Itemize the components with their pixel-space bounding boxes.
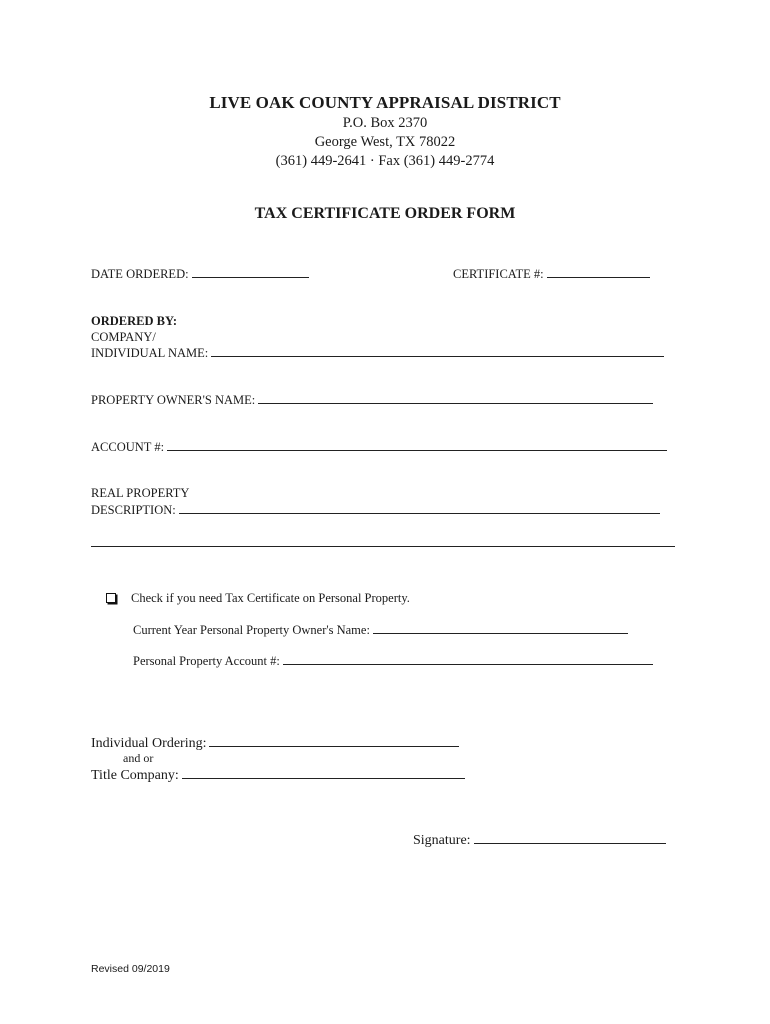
company-name-field[interactable] [211, 345, 664, 357]
city-state-zip: George West, TX 78022 [314, 134, 456, 150]
signature-field[interactable] [474, 831, 666, 844]
real-property-row [91, 502, 660, 518]
property-owner-row [91, 392, 653, 408]
account-number-field[interactable] [167, 439, 667, 451]
individual-ordering-row [91, 734, 459, 752]
account-label: ACCOUNT #: [91, 440, 165, 454]
real-property-label-line1: REAL PROPERTY [91, 486, 190, 500]
pp-account-field[interactable] [283, 653, 653, 665]
pp-owner-row [133, 622, 628, 638]
phone-fax: (361) 449-2641 · Fax (361) 449-2774 [275, 153, 495, 169]
revised-date: Revised 09/2019 [91, 963, 170, 975]
date-ordered-row [91, 266, 309, 282]
property-owner-label: PROPERTY OWNER'S NAME: [91, 393, 256, 407]
title-company-field[interactable] [182, 766, 465, 779]
pp-owner-label: Current Year Personal Property Owner's Name: [133, 623, 370, 637]
title-company-label: Title Company: [91, 768, 179, 783]
date-ordered-field[interactable] [192, 266, 309, 278]
certificate-number-field[interactable] [547, 266, 650, 278]
personal-property-checkbox[interactable] [106, 593, 116, 603]
personal-property-check-row [106, 591, 410, 606]
po-box: P.O. Box 2370 [342, 115, 428, 131]
real-property-label-line2: DESCRIPTION: [91, 503, 176, 517]
ordered-by-heading: ORDERED BY: [91, 314, 178, 328]
property-owner-field[interactable] [258, 392, 653, 404]
signature-row [413, 831, 666, 849]
form-title: TAX CERTIFICATE ORDER FORM [254, 205, 516, 222]
individual-ordering-label: Individual Ordering: [91, 736, 207, 751]
personal-property-check-label: Check if you need Tax Certificate on Personal Property. [131, 591, 410, 605]
real-property-description-field[interactable] [179, 502, 660, 514]
agency-name: LIVE OAK COUNTY APPRAISAL DISTRICT [209, 93, 561, 112]
title-company-row [91, 766, 465, 784]
company-label-line2: INDIVIDUAL NAME: [91, 346, 209, 360]
company-name-row [91, 345, 664, 361]
signature-label: Signature: [413, 833, 471, 848]
pp-owner-field[interactable] [373, 622, 628, 634]
certificate-row [453, 266, 650, 282]
pp-account-label: Personal Property Account #: [133, 654, 280, 668]
pp-account-row [133, 653, 653, 669]
real-property-description-field-2[interactable] [91, 535, 675, 547]
company-label-line1: COMPANY/ [91, 330, 156, 344]
account-row [91, 439, 667, 455]
individual-ordering-field[interactable] [209, 734, 459, 747]
date-ordered-label: DATE ORDERED: [91, 267, 189, 281]
and-or-text: and or [123, 751, 154, 765]
certificate-label: CERTIFICATE #: [453, 267, 544, 281]
